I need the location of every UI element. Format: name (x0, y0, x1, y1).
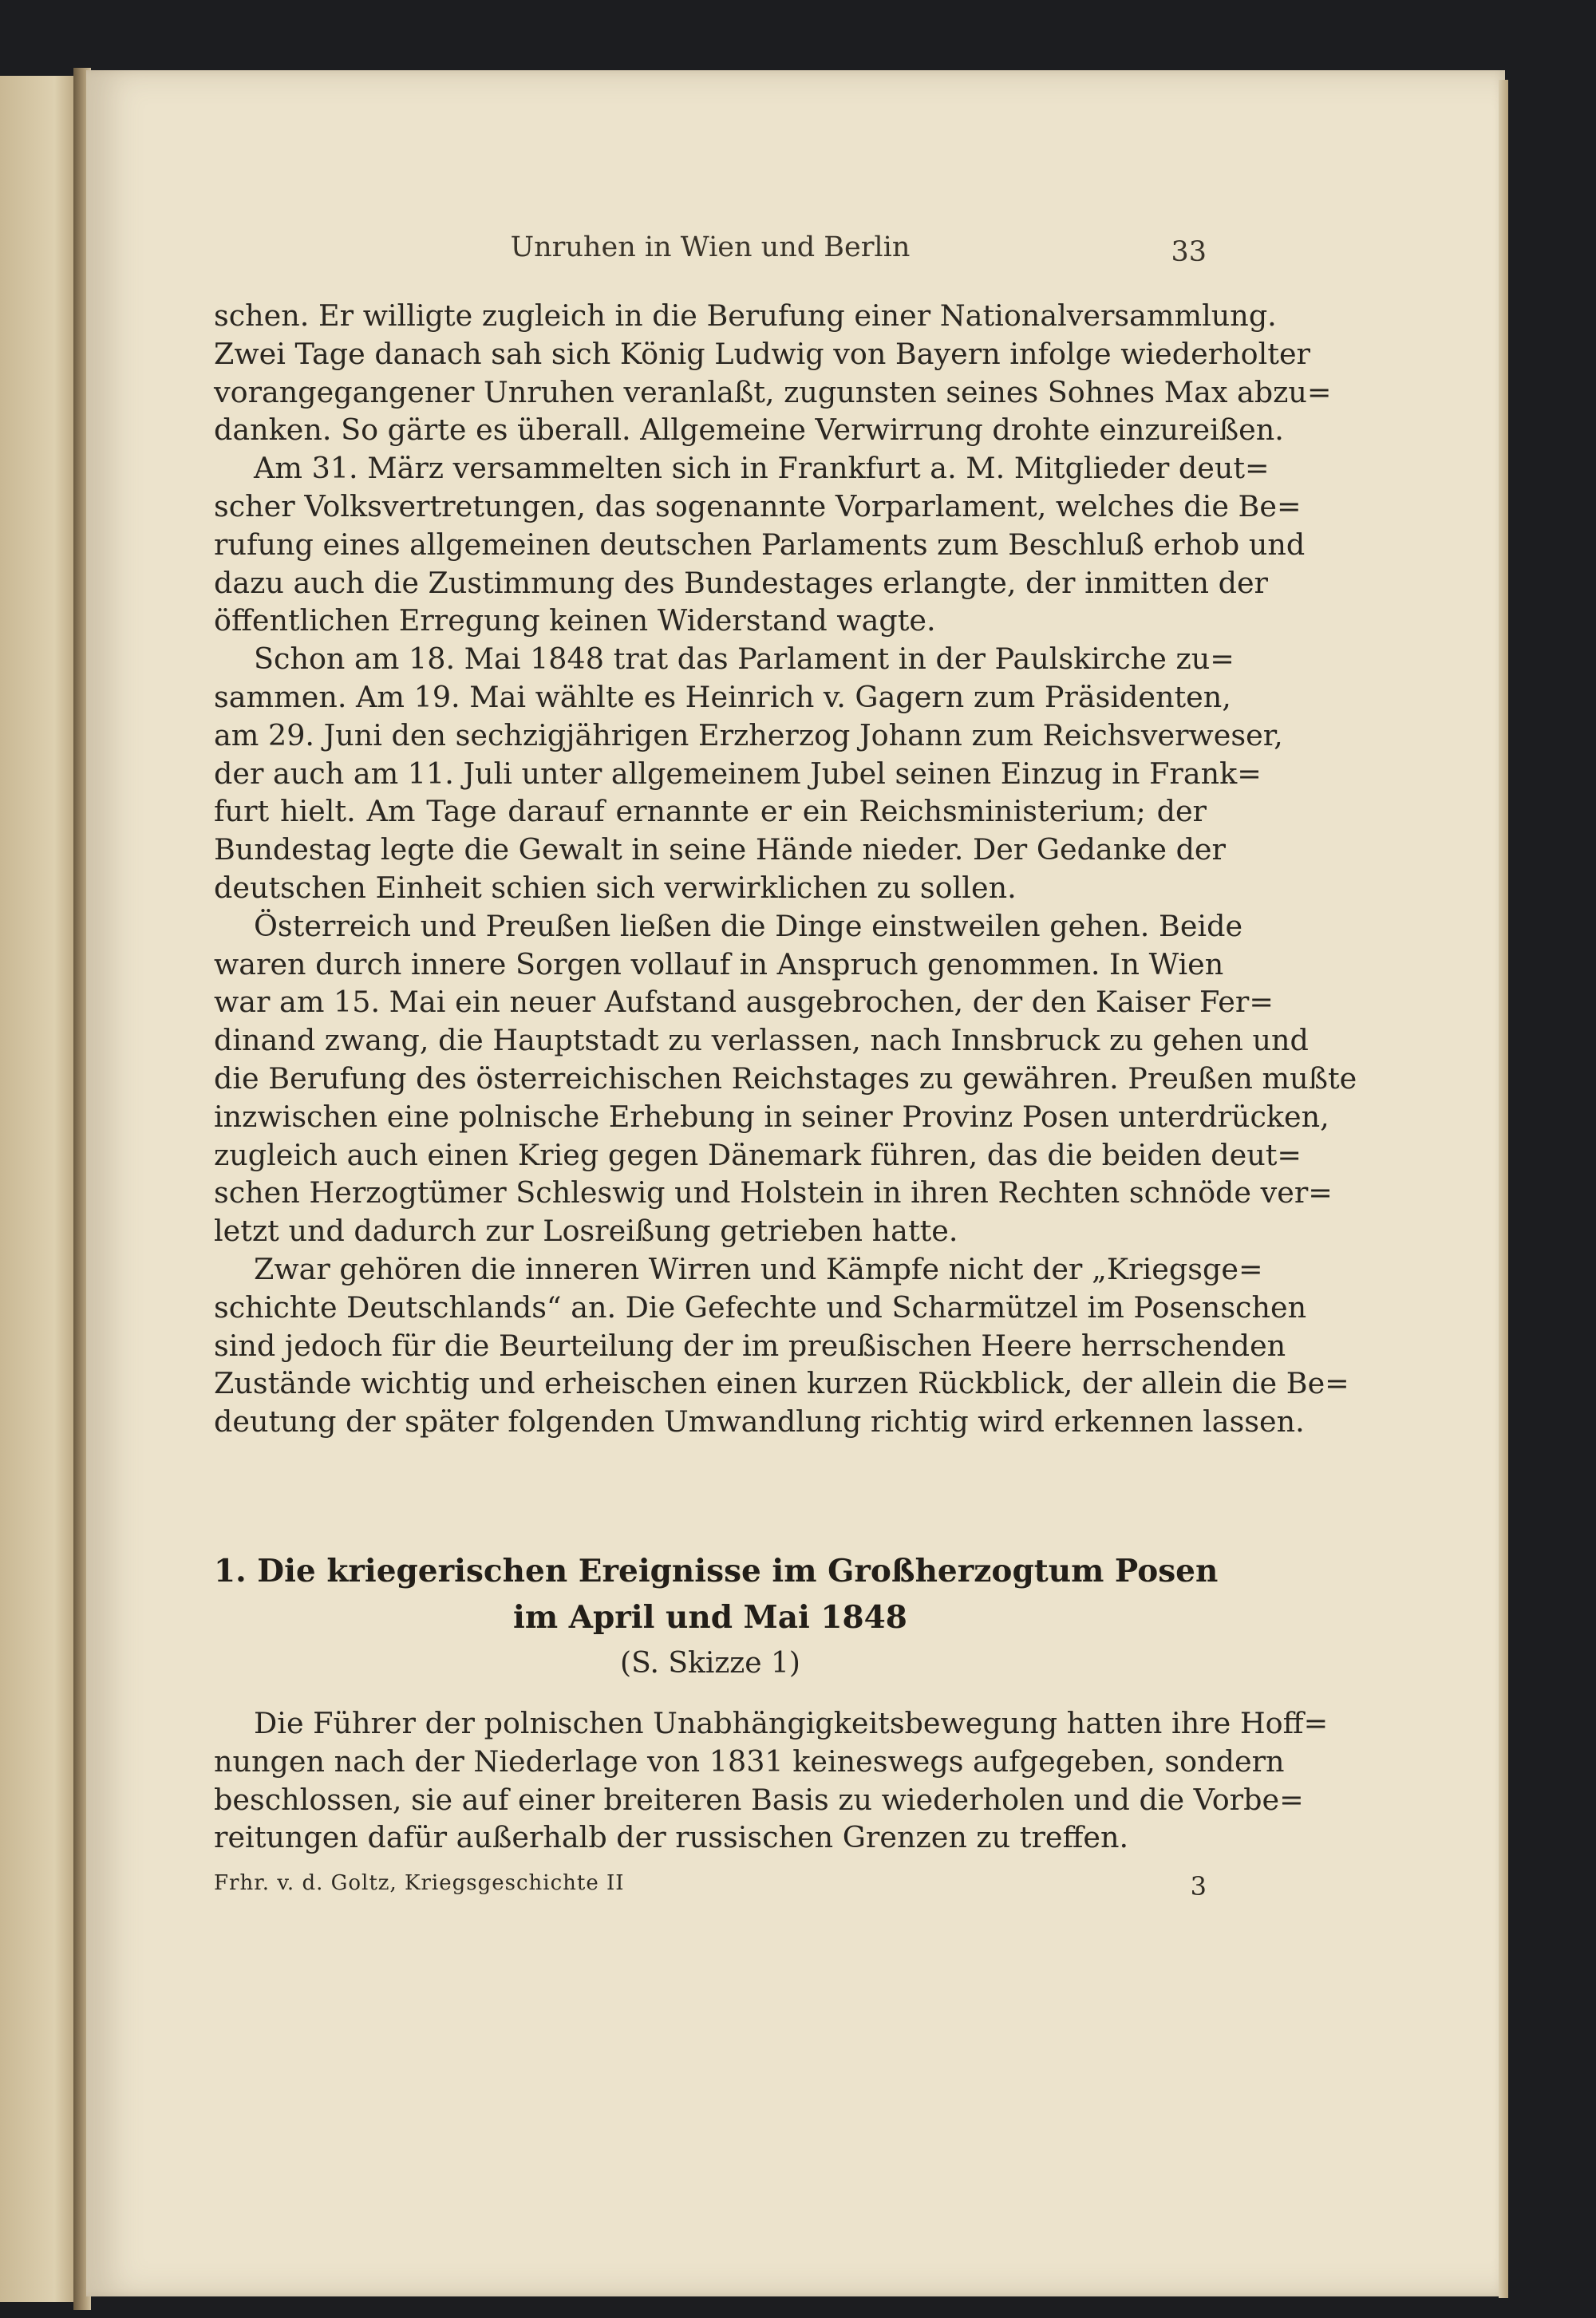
page-number: 33 (1171, 236, 1207, 268)
left-page-edge (0, 76, 78, 2302)
text-line: danken. So gärte es überall. Allgemeine Verwirrung drohte einzureißen. (214, 413, 1284, 448)
text-line: war am 15. Mai ein neuer Aufstand ausgebrochen, der den Kaiser Fer= (214, 985, 1274, 1020)
text-line: Zustände wichtig und erheischen einen kurzen Rückblick, der allein die Be= (214, 1366, 1349, 1401)
text-line: schen Herzogtümer Schleswig und Holstein in ihren Rechten schnöde ver= (214, 1175, 1333, 1210)
text-line: vorangegangener Unruhen veranlaßt, zugunsten seines Sohnes Max abzu= (214, 374, 1332, 409)
text-line: öffentlichen Erregung keinen Widerstand wagte. (214, 603, 936, 638)
text-line: Zwei Tage danach sah sich König Ludwig von Bayern infolge wiederholter (214, 336, 1311, 371)
footer-signature: Frhr. v. d. Goltz, Kriegsgeschichte II (214, 1871, 625, 1895)
text-line: nungen nach der Niederlage von 1831 keineswegs aufgegeben, sondern (214, 1743, 1285, 1779)
text-line: dinand zwang, die Hauptstadt zu verlassen, nach Innsbruck zu gehen und (214, 1023, 1309, 1058)
signature-number: 3 (1190, 1871, 1207, 1901)
section-text (214, 1704, 1329, 1857)
body-text (214, 297, 1357, 1441)
section-heading-line: im April und Mai 1848 (513, 1599, 907, 1636)
text-line: am 29. Juni den sechzigjährigen Erzherzog Johann zum Reichsverweser, (214, 717, 1283, 752)
page-footer (214, 1871, 1207, 1903)
text-line: Die Führer der polnischen Unabhängigkeitsbewegung hatten ihre Hoff= (254, 1706, 1329, 1740)
text-line: schichte Deutschlands“ an. Die Gefechte und Scharmützel im Posenschen (214, 1289, 1307, 1325)
section-heading (214, 1548, 1219, 1641)
text-line: inzwischen eine polnische Erhebung in seiner Provinz Posen unterdrücken, (214, 1099, 1329, 1134)
text-line: rufung eines allgemeinen deutschen Parlaments zum Beschluß erhob und (214, 527, 1306, 562)
sketch-reference: (S. Skizze 1) (620, 1647, 800, 1680)
text-line: deutschen Einheit schien sich verwirklichen zu sollen. (214, 870, 1017, 905)
text-line: Bundestag legte die Gewalt in seine Hände nieder. Der Gedanke der (214, 832, 1226, 867)
text-line: sammen. Am 19. Mai wählte es Heinrich v. Gagern zum Präsidenten, (214, 679, 1231, 714)
text-line: Österreich und Preußen ließen die Dinge einstweilen gehen. Beide (254, 908, 1243, 943)
text-line: beschlossen, sie auf einer breiteren Basis zu wiederholen und die Vorbe= (214, 1782, 1304, 1817)
text-line: deutung der später folgenden Umwandlung richtig wird erkennen lassen. (214, 1404, 1305, 1439)
text-line: letzt und dadurch zur Losreißung getrieben hatte. (214, 1214, 958, 1249)
text-line: der auch am 11. Juli unter allgemeinem Jubel seinen Einzug in Frank= (214, 756, 1262, 791)
page-edge (1499, 80, 1508, 2298)
text-line: furt hielt. Am Tage darauf ernannte er ein Reichsministerium; der (214, 794, 1207, 829)
text-line: Am 31. März versammelten sich in Frankfurt a. M. Mitglieder deut= (254, 451, 1270, 486)
text-line: zugleich auch einen Krieg gegen Dänemark führen, das die beiden deut= (214, 1137, 1302, 1172)
text-line: reitungen dafür außerhalb der russischen Grenzen zu treffen. (214, 1820, 1129, 1855)
text-line: dazu auch die Zustimmung des Bundestages erlangte, der inmitten der (214, 565, 1269, 600)
text-line: sind jedoch für die Beurteilung der im preußischen Heere herrschenden (214, 1328, 1286, 1363)
running-title: Unruhen in Wien und Berlin (510, 231, 911, 263)
text-line: scher Volksvertretungen, das sogenannte Vorparlament, welches die Be= (214, 488, 1302, 523)
text-line: Zwar gehören die inneren Wirren und Kämpfe nicht der „Kriegsge= (254, 1251, 1263, 1286)
text-line: schen. Er willigte zugleich in die Berufung einer Nationalversammlung. (214, 298, 1277, 333)
running-header (214, 231, 1207, 271)
text-line: waren durch innere Sorgen vollauf in Anspruch genommen. In Wien (214, 946, 1224, 981)
text-line: Schon am 18. Mai 1848 trat das Parlament in der Paulskirche zu= (254, 642, 1235, 677)
section-heading-line: 1. Die kriegerischen Ereignisse im Großherzogtum Posen (214, 1553, 1219, 1589)
text-line: die Berufung des österreichischen Reichstages zu gewähren. Preußen mußte (214, 1060, 1357, 1096)
